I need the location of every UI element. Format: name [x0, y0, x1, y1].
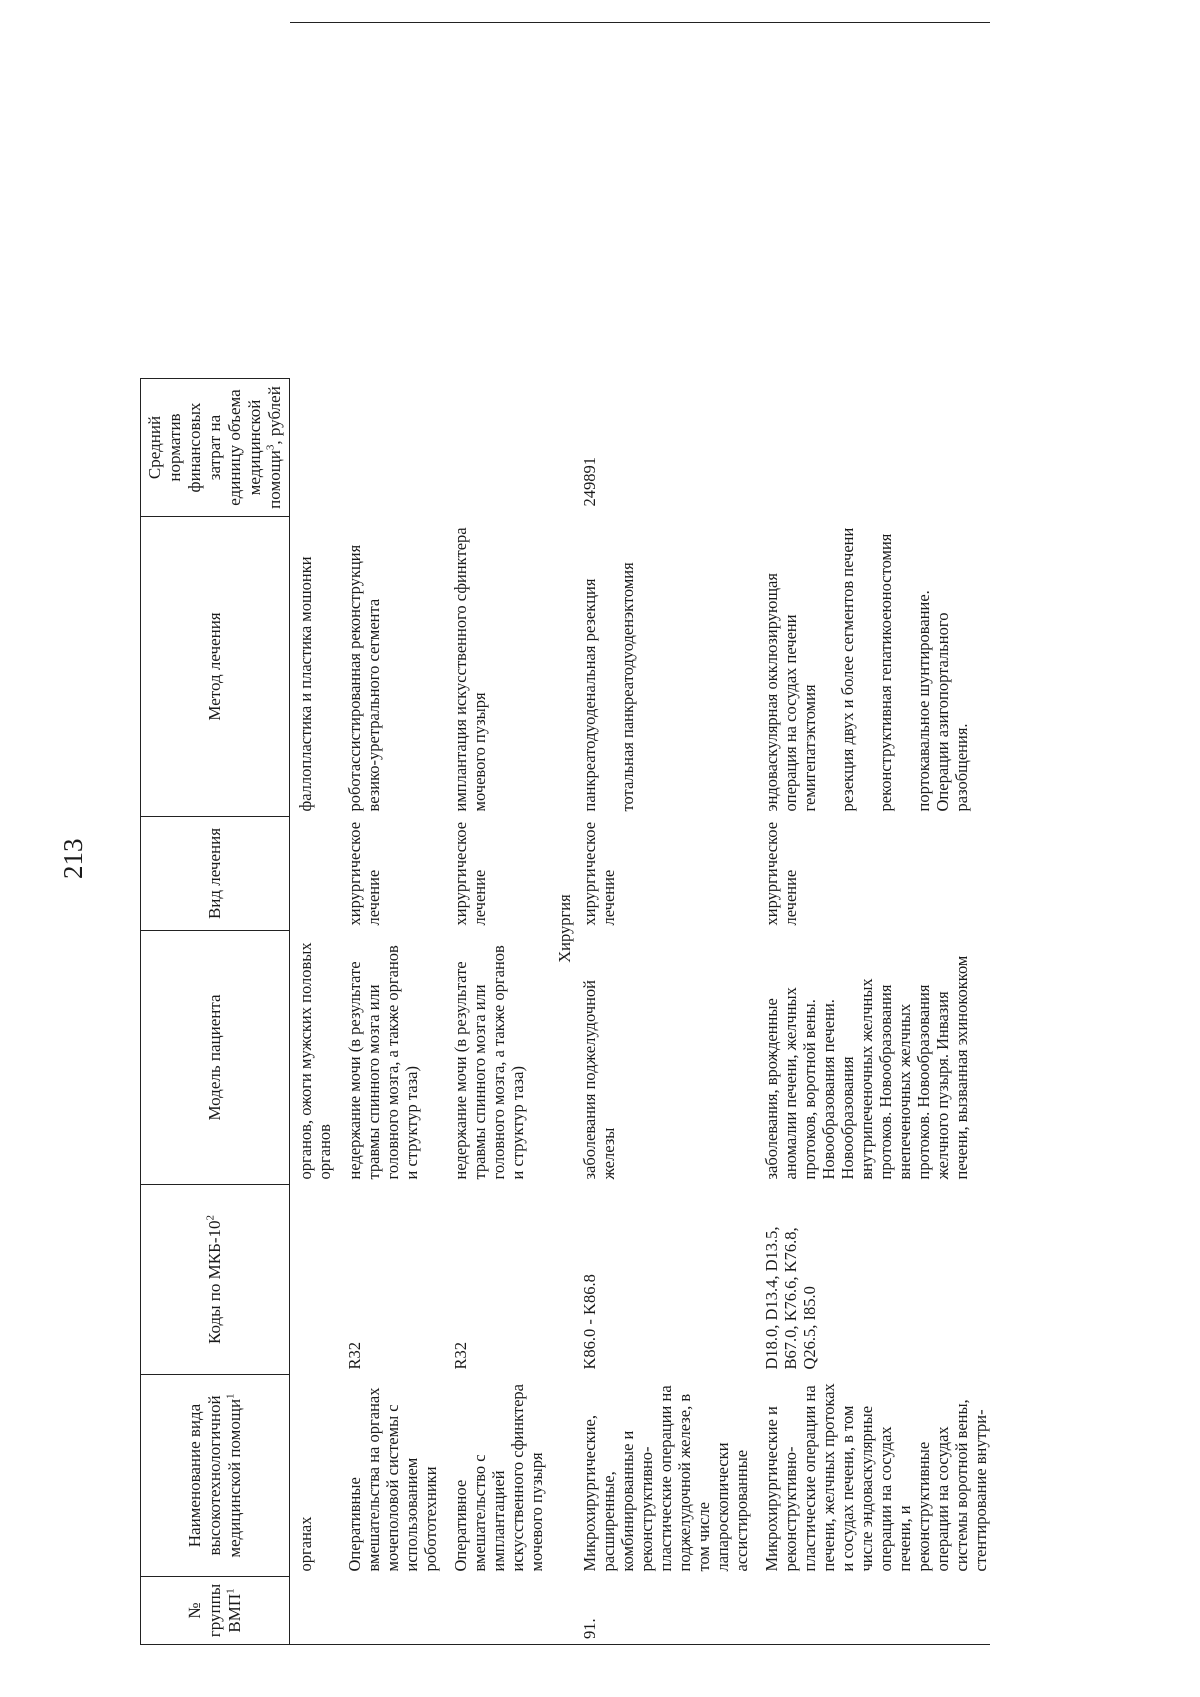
cell-no [760, 1577, 990, 1645]
method-item: реконструктивная гепатикоеюностомия [876, 533, 895, 812]
method-item: тотальная панкреатодуоденэктомия [618, 562, 637, 812]
cell-codes: K86.0 - K86.8 [580, 1274, 599, 1370]
table-row [760, 23, 990, 1645]
cell-cost [449, 379, 555, 517]
method-item: резекция двух и более сегментов печени [838, 527, 857, 812]
cell-codes: D18.0, D13.4, D13.5, B67.0, K76.6, K76.8, Q26.5, I85.0 [762, 1226, 819, 1370]
cell-treatment: хирургическое лечение [345, 821, 383, 926]
method-item: имплантация искусственного сфинктера мочевого пузыря [451, 527, 489, 812]
table-row [578, 23, 760, 1645]
cell-treatment: хирургическое лечение [580, 821, 618, 926]
cell-methods [449, 517, 555, 817]
method-item: панкреатодуоденальная резекция [580, 578, 599, 812]
cell-codes: R32 [451, 1341, 470, 1370]
header-name: Наименование вида высокотехнологичной медицинской помощи$^1$ [141, 1375, 290, 1577]
cell-name: Оперативные вмешательства на органах мочеполовой системы с использованием робототехники [345, 1387, 440, 1572]
cell-name: Оперативное вмешательство с имплантацией искусственного сфинктера мочевого пузыря [451, 1384, 546, 1572]
header-group-no: № группы ВМП$^1$ [141, 1577, 290, 1645]
cell-cost [290, 379, 344, 517]
cell-model: недержание мочи (в результате травмы спинного мозга или головного мозга, а также органов и структур таза) [345, 945, 421, 1180]
cell-methods [578, 517, 760, 817]
cell-no: 91. [580, 1618, 599, 1639]
cell-cost [343, 379, 449, 517]
cell-model: органов, ожоги мужских половых органов [296, 942, 334, 1180]
cell-no [290, 1577, 344, 1645]
header-spacer [141, 23, 290, 379]
vmp-table [140, 22, 990, 1645]
header-cost: Средний норматив финансовых затрат на единицу объема медицинской помощи$^3$, рублей [141, 379, 290, 517]
table-row [343, 23, 449, 1645]
cell-codes: R32 [345, 1341, 364, 1370]
method-item: роботассистированная реконструкция везико-уретрального сегмента [345, 544, 383, 812]
header-method: Метод лечения [141, 517, 290, 817]
table-row [449, 23, 555, 1645]
cell-methods [343, 517, 449, 817]
method-item: гемигепатэктомия [800, 684, 819, 812]
header-codes: Коды по МКБ-$10^2$ [141, 1185, 290, 1375]
cell-model: недержание мочи (в результате травмы спинного мозга или головного мозга, а также органов и структур таза) [451, 945, 527, 1180]
cell-name: Микрохирургические и реконструктивно-пластические операции на печени, желчных протоках и сосудах печени, в том числе эндоваскулярные операции на сосудах печени, и реконструктивные операции на сосудах системы воротной вены, стентирование внутри- [762, 1383, 990, 1572]
method-item: фаллопластика и пластика мошонки [296, 556, 315, 812]
method-item: портокавальное шунтирование. Операции азигопортального разобщения. [914, 590, 971, 812]
cell-model: заболевания, врожденные аномалии печени, желчных протоков, воротной вены. Новообразования печени. Новообразования внутрипеченочных желчных протоков. Новообразования внепеченочных желчных протоков. Новообразования желчного пузыря. Инвазия печени, вызванная эхинококком [762, 955, 971, 1180]
cell-treatment: хирургическое лечение [451, 821, 489, 926]
header-row [141, 23, 290, 1645]
cell-treatment [290, 817, 344, 931]
method-item: эндоваскулярная окклюзирующая операция на сосудах печени [762, 573, 800, 812]
cell-codes [290, 1185, 344, 1375]
cell-cost: 249891 [580, 457, 599, 507]
cell-no [343, 1577, 449, 1645]
header-model: Модель пациента [141, 931, 290, 1185]
cell-name: Микрохирургические, расширенные, комбинированные и реконструктивно-пластические операции на поджелудочной железе, в том числе лапароскопически ассистированные [580, 1385, 751, 1572]
cell-treatment: хирургическое лечение [762, 821, 800, 926]
cell-methods [290, 517, 344, 817]
cell-model: заболевания поджелудочной железы [580, 980, 618, 1180]
cell-methods [760, 517, 990, 817]
section-row [555, 23, 578, 1645]
page-number: 213 [58, 838, 88, 879]
section-title: Хирургия [555, 894, 574, 963]
cell-cost [760, 379, 990, 517]
cell-no [449, 1577, 555, 1645]
cell-name: органах [296, 1516, 315, 1572]
header-treatment: Вид лечения [141, 817, 290, 931]
table-row [290, 23, 344, 1645]
